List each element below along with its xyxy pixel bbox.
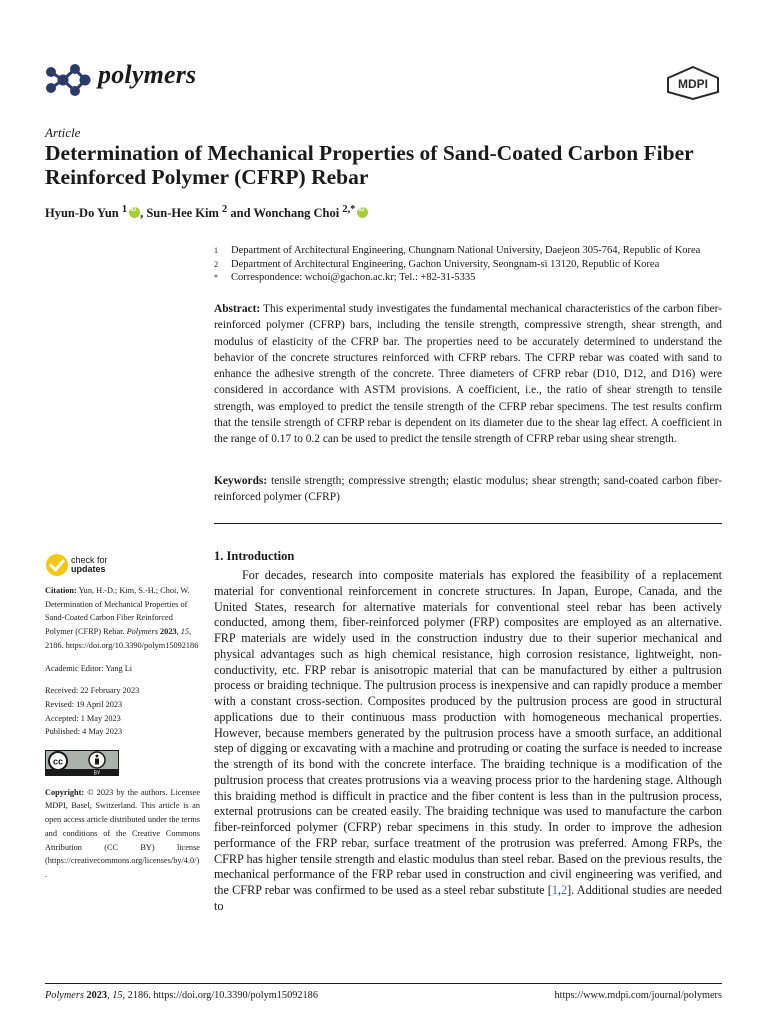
mdpi-logo-icon bbox=[666, 66, 720, 100]
footer-divider bbox=[45, 983, 722, 984]
intro-text: ]. Additional studies are needed to bbox=[214, 883, 722, 913]
intro-paragraph bbox=[214, 568, 722, 915]
footer-journal-url[interactable]: https://www.mdpi.com/journal/polymers bbox=[554, 990, 722, 1001]
intro-text: For decades, research into composite materials has explored the feasibility of a replacement material for conventional reinforcement in concrete structures. In Japan, Europe, Canada, and the United States, research for alternative materials for conventional steel rebar has been actively conducted, among them, fiber-reinforced polymer (FRP) composites are employed as an alternative. FRP materials are widely used in the construction industry due to their superior mechanical and physical advantages such as high chemical resistance, high corrosion resistance, lightweight, non-conductivity, etc. FRP rebar is anisotropic material that can be manufactured by either a pultrusion process or braiding technique. The pultrusion process is inexpensive and can rapidly produce a member with a constant cross-section. Composites produced by the pultrusion process are good in structural applications due to their continuous mass production with homogeneous mechanical properties. However, because members generated by the pultrusion process have a smooth surface, an additional step of digging or excavating with a machine and protruding or coating the surface is needed to increase the strength of its bond with the concrete interface. The braiding technique is a modification of the pultrusion process that creates protrusions via a weaving process prior to the hardening stage. Although this braiding method is difficult in practice and the fiber content is less than in the pultrusion process, external protrusions can be created easily. The braiding technique was used to manufacture the carbon fiber-reinforced polymer (CFRP) rebar specimens in this study. In order to improve the adhesion performance of the FRP rebar, surface treatment of the protrusion was preferred. Among FRPs, the CFRP has higher tensile strength and elastic modulus than steel rebar. Based on the previous results, the mechanical performance of the FRP rebar used in construction and civil engineering was verified, and the CFRP rebar was confirmed to be used as a steel rebar substitute [ bbox=[214, 568, 722, 897]
affiliations bbox=[214, 244, 724, 285]
check-for-updates-text bbox=[71, 556, 108, 574]
affiliation-text: Department of Architectural Engineering, Chungnam National University, Daejeon 305-764, Republic of Korea bbox=[231, 245, 701, 256]
correspondence-item bbox=[214, 271, 724, 285]
date-revised: Revised: 19 April 2023 bbox=[45, 699, 123, 709]
citation-text: Yun, H.-D.; Kim, S.-H.; Choi, W. Determination of Mechanical Properties of Sand-Coated Carbon Fiber Reinforced Polymer (CFRP) Rebar. bbox=[45, 586, 190, 637]
citation-link[interactable]: 1 bbox=[551, 883, 558, 897]
date-received: Received: 22 February 2023 bbox=[45, 686, 140, 696]
check-for-updates-badge[interactable] bbox=[45, 553, 125, 579]
article-type: Article bbox=[45, 125, 81, 140]
citation-journal: Polymers bbox=[126, 627, 158, 637]
academic-editor: Academic Editor: Yang Li bbox=[45, 663, 133, 673]
copyright-notice bbox=[45, 786, 200, 882]
author-name: Sun-Hee Kim bbox=[146, 206, 219, 221]
footer-year: 2023 bbox=[86, 990, 108, 1001]
author-list bbox=[45, 204, 368, 221]
keywords-text: tensile strength; compressive strength; elastic modulus; shear strength; sand-coated carbon fiber-reinforced polymer (CFRP) bbox=[214, 475, 722, 504]
keywords bbox=[214, 473, 722, 506]
article-sidebar bbox=[45, 584, 200, 882]
citation-label: Citation: bbox=[45, 586, 77, 595]
citation-pages: , 2186. bbox=[45, 627, 192, 650]
copyright-text: © 2023 by the authors. Licensee MDPI, Basel, Switzerland. This article is an open access article distributed under the terms and conditions of the Creative Commons Attribution (CC BY) license (https://creativecommons.org/licenses/by/4.0/). bbox=[45, 787, 201, 879]
author-affil-sup: 1 bbox=[121, 204, 128, 215]
article-title: Determination of Mechanical Properties of Sand-Coated Carbon Fiber Reinforced Polymer (CFRP) Rebar bbox=[45, 141, 694, 189]
footer-citation: Polymers 2023, 15, 2186. https://doi.org/10.3390/polym15092186 bbox=[45, 990, 318, 1001]
footer-volume: 15 bbox=[112, 990, 123, 1001]
abstract bbox=[214, 301, 722, 448]
correspondence-text[interactable]: Correspondence: wchoi@gachon.ac.kr; Tel.: +82-31-5335 bbox=[231, 272, 476, 283]
polymers-logo-icon bbox=[45, 62, 91, 98]
citation-link[interactable]: 2 bbox=[561, 883, 568, 897]
cc-by-label: BY bbox=[93, 770, 101, 777]
keywords-label: Keywords: bbox=[214, 475, 268, 487]
footer-doi[interactable]: , 2186. https://doi.org/10.3390/polym15092186 bbox=[122, 990, 318, 1001]
orcid-icon[interactable] bbox=[357, 207, 368, 218]
orcid-icon[interactable] bbox=[129, 207, 140, 218]
updates-line: updates bbox=[71, 564, 106, 574]
footer-journal: Polymers bbox=[45, 990, 84, 1001]
author-name: Wonchang Choi bbox=[253, 206, 340, 221]
check-for-line: check for bbox=[71, 555, 108, 565]
cite-separator: , bbox=[557, 883, 561, 897]
mdpi-logo-text: MDPI bbox=[678, 77, 708, 91]
author-name: Hyun-Do Yun bbox=[45, 206, 119, 221]
author-affil-sup: 2,* bbox=[342, 204, 356, 215]
copyright-label: Copyright: bbox=[45, 787, 85, 797]
check-for-updates-icon bbox=[45, 553, 69, 577]
affiliation-item bbox=[214, 258, 724, 272]
affiliation-item bbox=[214, 244, 724, 258]
author-affil-sup: 2 bbox=[222, 204, 228, 215]
author-separator: and bbox=[227, 206, 254, 221]
affiliation-mark: 1 bbox=[214, 246, 218, 255]
affiliation-mark: * bbox=[214, 273, 218, 282]
citation-doi-link[interactable]: https://doi.org/10.3390/polym15092186 bbox=[65, 640, 199, 650]
abstract-label: Abstract: bbox=[214, 303, 261, 315]
abstract-text: This experimental study investigates the fundamental mechanical characteristics of the carbon fiber-reinforced polymer (CFRP) bars, including the tensile strength, compressive strength, shear strength, and modulus of elasticity of the CFRP bar. The properties need to be accurately determined to understand the behavior of the concrete structures reinforced with CFRP rebars. The CFRP rebar was coated with sand to enhance the adhesive strength of the concrete. Three diameters of CFRP rebar (D10, D12, and D16) were considered in accordance with ASTM provisions. A coefficient, i.e., the ratio of shear strength to tensile strength, was employed to predict the tensile strength of the CFRP rebar specimens. The test results confirm that the tensile strength of CFRP rebar is dependent on its diameter due to the shear lag effect. A coefficient in the range of 0.17 to 0.2 can be used to predict the tensile strength of CFRP rebar using shear strength. bbox=[214, 303, 722, 446]
date-published: Published: 4 May 2023 bbox=[45, 727, 123, 737]
citation: Citation: Yun, H.-D.; Kim, S.-H.; Choi, W. Determination of Mechanical Properties of Sand-Coated Carbon Fiber Reinforced Polymer (CFRP) Rebar. Polymers 2023, 15, 2186. https://doi.org/10.3390/polym15092186 bbox=[45, 586, 199, 650]
date-accepted: Accepted: 1 May 2023 bbox=[45, 713, 121, 723]
affiliation-mark: 2 bbox=[214, 259, 218, 269]
section-divider bbox=[214, 523, 722, 524]
citation-volume: 15 bbox=[180, 627, 190, 637]
svg-text:cc: cc bbox=[52, 756, 64, 767]
section-heading: 1. Introduction bbox=[214, 549, 295, 563]
journal-name: polymers bbox=[98, 60, 197, 89]
cc-by-license-icon[interactable] bbox=[45, 750, 119, 776]
citation-year: 2023 bbox=[160, 627, 177, 637]
author-separator: , bbox=[140, 206, 147, 221]
affiliation-text: Department of Architectural Engineering, Gachon University, Seongnam-si 13120, Republic of Korea bbox=[231, 258, 660, 270]
